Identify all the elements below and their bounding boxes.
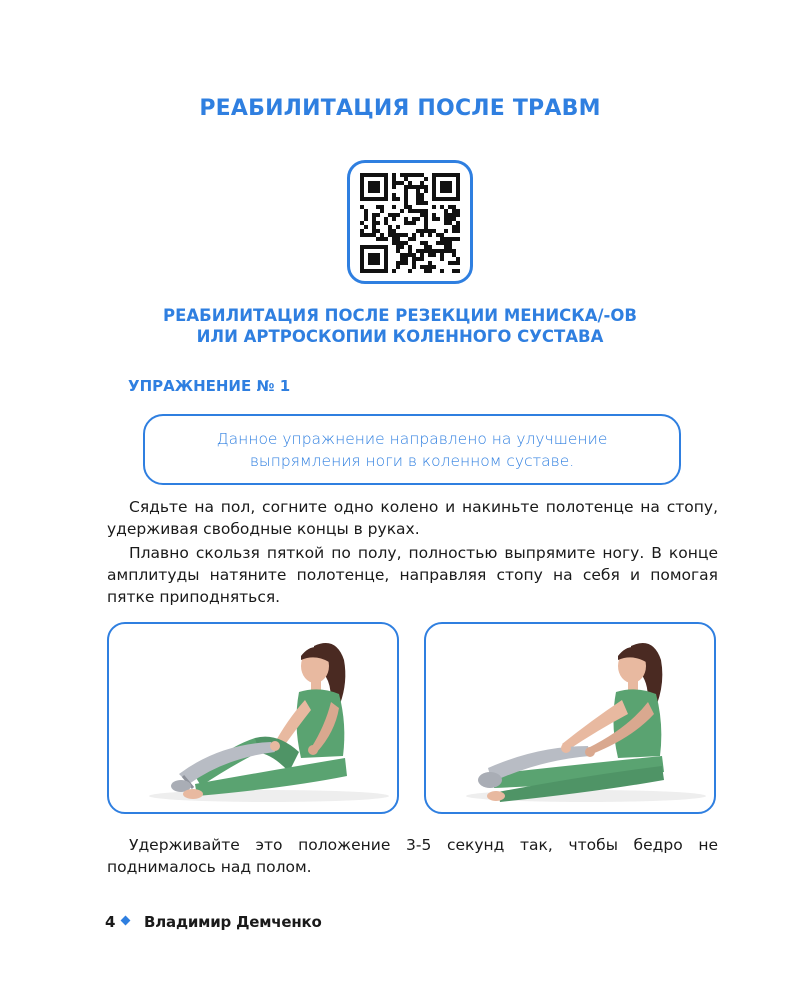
- exercise-heading: УПРАЖНЕНИЕ № 1: [128, 377, 291, 395]
- paragraph-3-text: Удерживайте это положение 3-5 секунд так, чтобы бедро не поднималось над полом.: [107, 836, 718, 876]
- subtitle-line-1: РЕАБИЛИТАЦИЯ ПОСЛЕ РЕЗЕКЦИИ МЕНИСКА/-ОВ: [163, 306, 637, 325]
- paragraph-1: [107, 496, 718, 540]
- diamond-bullet-icon: [121, 916, 131, 926]
- exercise-photo-start: [107, 622, 399, 814]
- exercise-photo-end: [424, 622, 716, 814]
- paragraph-2: [107, 542, 718, 608]
- subtitle-line-2: ИЛИ АРТРОСКОПИИ КОЛЕННОГО СУСТАВА: [196, 327, 604, 346]
- note-box: [143, 414, 681, 485]
- page-number: 4: [105, 913, 116, 931]
- woman-stretching-illustration: [109, 624, 397, 812]
- qr-code-frame: [347, 160, 473, 284]
- paragraph-1-text: Сядьте на пол, согните одно колено и накиньте полотенце на стопу, удерживая свободные концы в руках.: [107, 498, 718, 538]
- qr-code-icon: [360, 173, 460, 273]
- paragraph-2-text: Плавно скользя пяткой по полу, полностью выпрямите ногу. В конце амплитуды натяните полотенце, направляя стопу на себя и помогая пятке приподняться.: [107, 544, 718, 606]
- page-title: РЕАБИЛИТАЦИЯ ПОСЛЕ ТРАВМ: [199, 96, 601, 121]
- woman-stretching-straight-illustration: [426, 624, 714, 812]
- note-line-2: выпрямления ноги в коленном суставе.: [249, 451, 575, 470]
- note-text: [212, 428, 612, 472]
- paragraph-3: [107, 834, 718, 878]
- footer-author: Владимир Демченко: [144, 913, 322, 931]
- note-line-1: Данное упражнение направлено на улучшение: [216, 429, 608, 448]
- section-subtitle: [0, 305, 800, 347]
